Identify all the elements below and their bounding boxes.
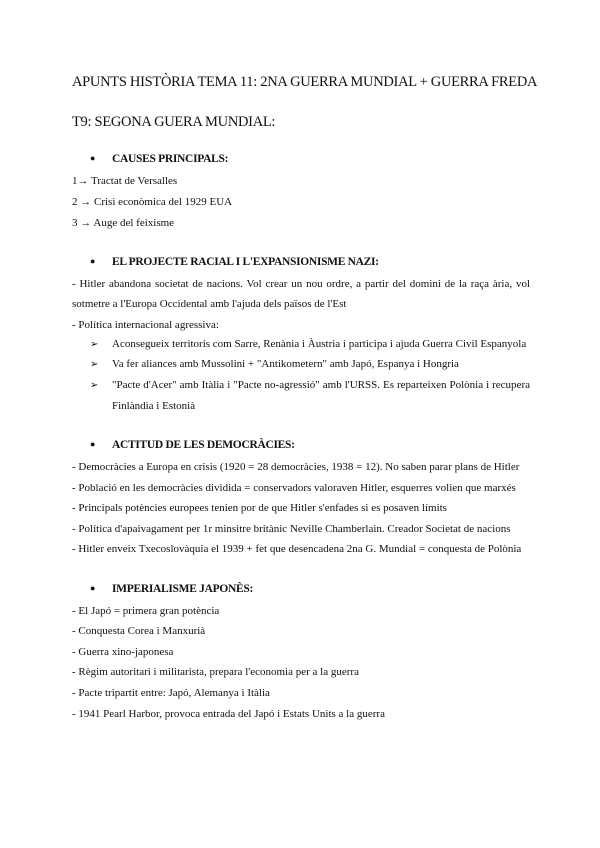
list-item: - Política d'apaivagament per 1r minsitre britànic Neville Chamberlain. Creador Societat de nacions	[72, 523, 511, 535]
sub-list-item-continuation	[90, 400, 196, 412]
bullet-icon: ●	[90, 583, 96, 593]
list-item: - Pacte tripartit entre: Japó, Alemanya i Itàlia	[72, 687, 270, 699]
list-item: - Principals potències europees tenien por de que Hitler s'enfades si es posaven límits	[72, 502, 447, 514]
list-item: - Democràcies a Europa en crisis (1920 = 28 democràcies, 1938 = 12). No saben parar plans de Hitler	[72, 461, 520, 473]
section-heading-causes	[90, 153, 228, 165]
list-item: - Guerra xino-japonesa	[72, 646, 174, 658]
sub-list-item-text: Va fer aliances amb Mussolini + "Antikometern" amb Japó, Espanya i Hongria	[112, 358, 459, 370]
list-item-continuation: sotmetre a l'Europa Occidental amb l'ajuda dels països de l'Est	[72, 298, 347, 310]
list-item: - 1941 Pearl Harbor, provoca entrada del Japó i Estats Units a la guerra	[72, 708, 385, 720]
list-item: - Conquesta Corea i Manxurià	[72, 625, 206, 637]
section-heading-democracies	[90, 439, 295, 451]
arrow-bullet-icon: ➢	[90, 380, 99, 391]
sub-list-item-text: Aconsegueix territoris com Sarre, Renània i Àustria i participa i ajuda Guerra Civil Espanyola	[112, 338, 527, 350]
sub-list-item	[90, 358, 459, 370]
section-heading-projecte-racial	[90, 256, 379, 268]
list-item: - Hitler abandona societat de nacions. Vol crear un nou ordre, a partir del domini de la raça ària, vol	[72, 278, 530, 290]
arrow-bullet-icon: ➢	[90, 359, 99, 370]
list-item: 3 → Auge del feixisme	[72, 217, 175, 229]
document-title: APUNTS HISTÒRIA TEMA 11: 2NA GUERRA MUNDIAL + GUERRA FREDA	[72, 74, 538, 90]
sub-list-item-text: Finlàndia i Estonià	[112, 400, 196, 412]
bullet-icon: ●	[90, 153, 96, 163]
document-subtitle: T9: SEGONA GUERA MUNDIAL:	[72, 114, 276, 130]
bullet-icon: ●	[90, 256, 96, 266]
list-item: - Hitler enveix Txecoslovàquia el 1939 + fet que desencadena 2na G. Mundial = conquesta de Polònia	[72, 543, 522, 555]
list-item: - Règim autoritari i militarista, prepara l'economia per a la guerra	[72, 666, 359, 678]
list-item: 2 → Crisi econòmica del 1929 EUA	[72, 196, 233, 208]
section-heading-imperialisme	[90, 583, 253, 595]
bullet-icon: ●	[90, 439, 96, 449]
list-item: - El Japó = primera gran potència	[72, 605, 220, 617]
sub-list-item	[90, 338, 527, 350]
section-heading-text: IMPERIALISME JAPONÈS:	[112, 583, 253, 595]
section-heading-text: ACTITUD DE LES DEMOCRÀCIES:	[112, 439, 295, 451]
sub-list-item	[90, 379, 530, 391]
arrow-bullet-icon: ➢	[90, 339, 99, 350]
section-heading-text: CAUSES PRINCIPALS:	[112, 153, 229, 165]
section-heading-text: EL PROJECTE RACIAL I L'EXPANSIONISME NAZI:	[112, 256, 379, 268]
list-item: - Política internacional agressiva:	[72, 319, 219, 331]
list-item: - Població en les democràcies dividida = conservadors valoraven Hitler, esquerres volien que marxés	[72, 482, 516, 494]
sub-list-item-text: "Pacte d'Acer" amb Itàlia i "Pacte no-agressió" amb l'URSS. Es reparteixen Polònia i recupera	[112, 379, 530, 391]
list-item: 1→ Tractat de Versalles	[72, 175, 178, 187]
